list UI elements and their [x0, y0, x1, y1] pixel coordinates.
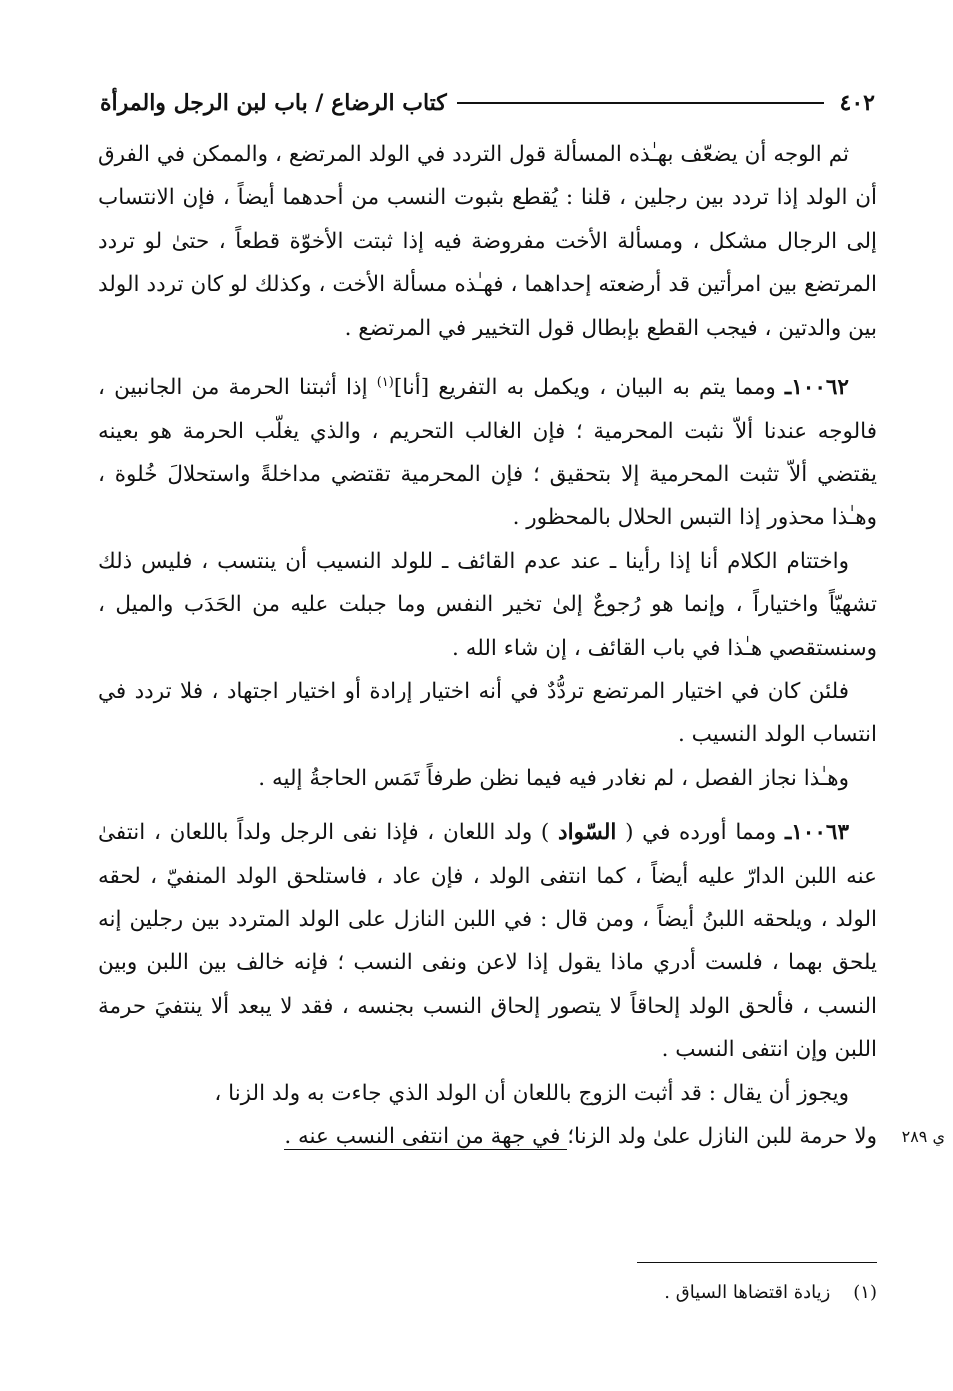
paragraph: ثم الوجه أن يضعّف بهـٰذه المسألة قول التردد في الولد المرتضع ، والممكن في الفرق أن الولد إذا تردد بين رجلين ، قلنا : يُقطع بثبوت النسب من أحدهما أيضاً ، فإن الانتساب إلى الرجال مشكل ، ومسألة الأخت مفروضة فيه إذا ثبتت الأخوّة قطعاً ، حتىٰ لو تردد المرتضع بين امرأتين قد أرضعته إحداهما ، فهـٰذه مسألة الأخت ، وكذلك لو كان تردد الولد بين والدتين ، فيجب القطع بإبطال قول التخيير في المرتضع . [98, 142, 877, 341]
paragraph: ويجوز أن يقال : قد أثبت الزوج باللعان أن الولد الذي جاءت به ولد الزنا ، [214, 1080, 849, 1106]
footnote-ref: (١) [376, 375, 394, 391]
paragraph-text: ومما يتم به البيان ، ويكمل به التفريع [أنا] [393, 375, 776, 401]
page-number: ٤٠٢ [839, 90, 875, 116]
paragraph: واختتام الكلام أنا إذا رأينا ـ عند عدم القائف ـ للولد النسيب أن ينتسب ، فليس ذلك تشهيّاً واختياراً ، وإنما هو رُجوعٌ إلىٰ تخير النفس وما جبلت عليه من الحَدَب والميل ، وسنستقصي هـٰذا في باب القائف ، إن شاء الله . [98, 548, 877, 661]
manuscript-folio-note: ي ٢٨٩ [901, 1127, 945, 1147]
footnote-marker: (١) [853, 1282, 877, 1303]
issue-number: ١٠٠٦٣ـ [784, 820, 849, 846]
header-rule [457, 102, 824, 104]
paragraph: فلئن كان في اختيار المرتضع تردُّدٌ في أنه اختيار إرادة أو اختيار اجتهاد ، فلا تردد في انتساب الولد النسيب . [98, 679, 877, 748]
paragraph-text: ) ولد اللعان ، فإذا نفى الرجل ولداً باللعان ، انتفىٰ عنه اللبن الدارّ عليه أيضاً ، كما انتفى الولد ، فإن عاد ، فاستلحق الولد المنفيّ ، لحقه الولد ، ويلحقه اللبنُ أيضاً ، ومن قال : في اللبن النازل على الولد المتردد بين رجلين إنه يلحق بهما ، فلست أدري ماذا يقول إذا لاعن ونفى النسب ؛ فإنه خالف بين اللبن وبين النسب ، فألحق الولد إلحاقاً لا يتصور إلحاق النسب بجنسه ، فقد لا يبعد ألا ينتفيَ حرمة اللبن وإن انتفى النسب . [98, 820, 877, 1063]
paragraph-text: إذا أثبتنا الحرمة من الجانبين ، فالوجه عندنا ألاّ نثبت المحرمية ؛ فإن الغالب التحريم ، والذي يغلّب الحرمة هو بعينه يقتضي ألاّ تثبت المحرمية إلا بتحقيق ؛ فإن المحرمية تقتضي مداخلةً واستحلالَ خُلوة ، وهـٰذا محذور إذا التبس الحلال بالمحظور . [98, 375, 877, 531]
paragraph-numbered [98, 361, 877, 540]
paragraph-numbered [98, 811, 877, 1071]
running-header [100, 80, 875, 116]
issue-number: ١٠٠٦٢ـ [784, 375, 849, 401]
main-text [98, 133, 945, 1159]
paragraph-text: ومما أورده في ( [616, 820, 777, 846]
source-title: السّواد [558, 820, 617, 846]
footnote-text: زيادة اقتضاها السياق . [664, 1282, 831, 1303]
underlined-text: في جهة من انتفى النسب عنه . [284, 1124, 568, 1150]
footnote-separator [637, 1262, 877, 1263]
chapter-title: كتاب الرضاع / باب لبن الرجل والمرأة [100, 90, 447, 116]
paragraph-text: ولا حرمة للبن النازل علىٰ ولد الزنا؛ [567, 1124, 877, 1150]
paragraph-last-line [98, 1115, 945, 1158]
footnote [664, 1278, 877, 1308]
paragraph: وهـٰذا نجاز الفصل ، لم نغادر فيه فيما نظن طرفاً تَمَس الحاجةُ إليه . [258, 765, 849, 791]
